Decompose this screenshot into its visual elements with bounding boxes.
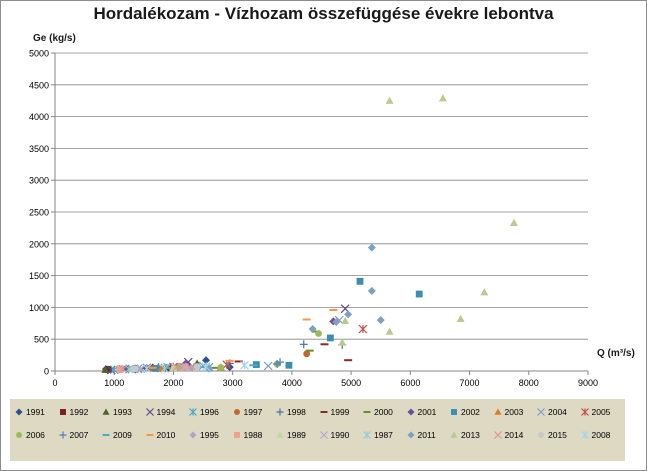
data-point bbox=[241, 361, 249, 369]
legend-marker-shape bbox=[103, 434, 110, 436]
legend-label: 1993 bbox=[113, 407, 132, 417]
legend-marker bbox=[233, 408, 241, 416]
legend-marker-shape bbox=[190, 409, 197, 416]
data-point bbox=[327, 335, 334, 342]
legend-label: 2014 bbox=[504, 430, 524, 440]
data-point bbox=[306, 350, 314, 352]
legend-label: 2015 bbox=[548, 430, 567, 440]
legend-marker bbox=[146, 431, 154, 439]
legend-marker bbox=[102, 431, 110, 439]
legend-item bbox=[276, 407, 306, 417]
legend-label: 1994 bbox=[156, 407, 176, 417]
legend-marker bbox=[146, 408, 154, 416]
legend-item bbox=[102, 430, 132, 440]
legend-item bbox=[320, 430, 350, 440]
legend-marker bbox=[189, 431, 197, 439]
legend-item bbox=[276, 430, 306, 440]
legend-item bbox=[494, 407, 524, 417]
data-point bbox=[315, 330, 322, 337]
x-tick-label: 7000 bbox=[459, 378, 480, 388]
legend-item bbox=[537, 430, 567, 440]
legend-item bbox=[233, 430, 263, 440]
y-tick-label: 2000 bbox=[28, 239, 49, 250]
legend-marker-shape bbox=[407, 409, 414, 416]
legend-marker bbox=[102, 408, 110, 416]
legend-marker bbox=[407, 431, 415, 439]
data-point bbox=[377, 316, 385, 324]
x-tick-label: 8000 bbox=[518, 378, 539, 388]
legend-marker-shape bbox=[60, 409, 66, 415]
legend-label: 2006 bbox=[26, 430, 45, 440]
legend-item bbox=[233, 407, 263, 417]
legend-marker-shape bbox=[234, 432, 240, 438]
legend-marker-shape bbox=[103, 409, 110, 415]
legend-label: 1987 bbox=[374, 430, 393, 440]
legend-label: 1999 bbox=[330, 407, 350, 417]
legend-label: 2002 bbox=[461, 407, 480, 417]
legend-item bbox=[537, 407, 567, 417]
y-tick-label: 5000 bbox=[28, 48, 49, 59]
legend-marker-shape bbox=[146, 434, 153, 436]
data-point bbox=[303, 318, 311, 320]
legend-marker bbox=[363, 431, 371, 439]
legend-item bbox=[450, 430, 480, 440]
legend-marker bbox=[15, 431, 23, 439]
legend-marker-shape bbox=[364, 432, 371, 439]
legend-item bbox=[189, 407, 219, 417]
data-point bbox=[344, 359, 352, 361]
data-point bbox=[132, 365, 139, 372]
data-point bbox=[386, 97, 394, 104]
legend-item bbox=[581, 407, 611, 417]
y-tick-label: 1000 bbox=[28, 302, 49, 313]
legend-marker-shape bbox=[16, 432, 22, 438]
legend-marker bbox=[15, 408, 23, 416]
legend-label: 1998 bbox=[287, 407, 306, 417]
legend-marker-shape bbox=[190, 432, 197, 439]
legend-marker bbox=[233, 431, 241, 439]
data-point bbox=[194, 363, 201, 370]
legend-item bbox=[146, 430, 176, 440]
data-point bbox=[320, 343, 328, 345]
legend-marker bbox=[537, 431, 545, 439]
chart-title: Hordalékozam - Vízhozam összefüggése évekre lebontva bbox=[93, 4, 554, 23]
data-point bbox=[439, 94, 447, 101]
legend-marker bbox=[581, 431, 589, 439]
legend-label: 2011 bbox=[417, 430, 436, 440]
legend-label: 2013 bbox=[461, 430, 480, 440]
y-tick-label: 4000 bbox=[28, 112, 49, 123]
x-tick-label: 0 bbox=[52, 378, 58, 388]
y-tick-label: 4500 bbox=[28, 80, 49, 91]
x-tick-label: 2000 bbox=[163, 378, 184, 388]
y-tick-label: 1500 bbox=[28, 271, 49, 282]
data-point bbox=[457, 315, 465, 322]
legend-label: 2007 bbox=[69, 430, 89, 440]
y-axis-label: Ge (kg/s) bbox=[33, 33, 76, 44]
legend-label: 2003 bbox=[504, 407, 524, 417]
legend-marker bbox=[320, 408, 328, 416]
legend-item bbox=[59, 407, 89, 417]
series-2011 bbox=[205, 244, 385, 373]
legend-item bbox=[146, 407, 176, 417]
legend-marker-shape bbox=[451, 409, 457, 415]
legend-marker bbox=[363, 408, 371, 416]
x-axis-label: Q (m³/s) bbox=[597, 348, 635, 359]
legend-marker-shape bbox=[320, 411, 327, 413]
legend-marker-shape bbox=[581, 409, 588, 416]
legend-item bbox=[581, 430, 611, 440]
legend-marker bbox=[581, 408, 589, 416]
legend-marker bbox=[494, 431, 502, 439]
legend-label: 2010 bbox=[156, 430, 176, 440]
y-tick-label: 3000 bbox=[28, 175, 49, 186]
x-tick-label: 6000 bbox=[400, 378, 421, 388]
data-point bbox=[368, 287, 376, 295]
legend-label: 1989 bbox=[287, 430, 306, 440]
legend-marker-shape bbox=[494, 432, 501, 439]
legend-item bbox=[494, 430, 524, 440]
legend-marker-shape bbox=[538, 409, 545, 416]
legend-marker-shape bbox=[407, 432, 414, 439]
data-point bbox=[510, 219, 518, 226]
legend-marker-shape bbox=[146, 409, 153, 416]
y-tick-label: 500 bbox=[33, 334, 49, 345]
data-point bbox=[300, 340, 308, 348]
legend-label: 2005 bbox=[591, 407, 611, 417]
legend-item bbox=[363, 430, 393, 440]
legend-label: 2009 bbox=[113, 430, 132, 440]
legend-item bbox=[59, 430, 89, 440]
legend-item bbox=[407, 430, 436, 440]
legend-marker bbox=[537, 408, 545, 416]
legend-item bbox=[15, 407, 45, 417]
legend-marker-shape bbox=[234, 409, 240, 415]
legend-label: 1992 bbox=[69, 407, 89, 417]
legend-marker bbox=[494, 408, 502, 416]
data-point bbox=[329, 309, 337, 311]
legend-label: 1988 bbox=[243, 430, 263, 440]
data-point bbox=[149, 367, 157, 369]
legend-marker bbox=[276, 408, 284, 416]
legend-item bbox=[189, 430, 219, 440]
legend-marker-shape bbox=[364, 411, 371, 413]
legend-label: 1991 bbox=[26, 407, 45, 417]
x-tick-label: 5000 bbox=[341, 378, 362, 388]
legend-label: 1997 bbox=[243, 407, 263, 417]
x-tick-label: 1000 bbox=[104, 378, 125, 388]
x-tick-label: 9000 bbox=[577, 378, 599, 388]
legend-marker-shape bbox=[59, 432, 66, 439]
data-point bbox=[416, 291, 423, 298]
legend-marker-shape bbox=[451, 432, 458, 438]
legend-label: 2008 bbox=[591, 430, 611, 440]
legend-marker bbox=[320, 431, 328, 439]
data-point bbox=[368, 244, 376, 252]
legend-label: 1990 bbox=[330, 430, 350, 440]
data-point bbox=[217, 364, 224, 371]
legend-item bbox=[15, 430, 45, 440]
legend-marker-shape bbox=[494, 409, 501, 415]
legend-marker-shape bbox=[320, 432, 327, 439]
legend-marker-shape bbox=[538, 432, 544, 438]
series-2001 bbox=[143, 317, 338, 372]
legend-marker bbox=[450, 431, 458, 439]
data-point bbox=[226, 360, 234, 362]
legend-marker bbox=[450, 408, 458, 416]
data-point bbox=[249, 364, 257, 366]
y-tick-label: 3500 bbox=[28, 143, 49, 154]
series-2013 bbox=[338, 94, 518, 345]
legend-item bbox=[363, 407, 393, 417]
legend-label: 2001 bbox=[417, 407, 437, 417]
legend-item bbox=[102, 407, 132, 417]
legend-marker-shape bbox=[277, 432, 284, 438]
y-tick-label: 0 bbox=[43, 366, 49, 377]
data-point bbox=[480, 288, 488, 295]
legend-marker-shape bbox=[16, 409, 23, 416]
legend-marker bbox=[407, 408, 415, 416]
data-point bbox=[386, 328, 394, 335]
legend bbox=[10, 399, 625, 461]
data-point bbox=[359, 325, 367, 333]
legend-label: 2004 bbox=[548, 407, 567, 417]
series-2002 bbox=[152, 278, 422, 372]
x-tick-label: 3000 bbox=[222, 378, 243, 388]
legend-marker bbox=[276, 431, 284, 439]
y-tick-label: 2500 bbox=[28, 207, 49, 218]
legend-item bbox=[407, 407, 437, 417]
legend-label: 2000 bbox=[374, 407, 393, 417]
legend-item bbox=[450, 407, 480, 417]
x-tick-label: 4000 bbox=[281, 378, 302, 388]
legend-marker bbox=[59, 431, 67, 439]
legend-marker bbox=[59, 408, 67, 416]
data-point bbox=[357, 278, 364, 285]
legend-marker bbox=[189, 408, 197, 416]
legend-item bbox=[320, 407, 350, 417]
data-point bbox=[264, 362, 272, 370]
data-point bbox=[286, 362, 293, 369]
legend-label: 1995 bbox=[200, 430, 219, 440]
legend-marker-shape bbox=[581, 432, 588, 439]
legend-label: 1996 bbox=[200, 407, 219, 417]
legend-marker-shape bbox=[277, 409, 284, 416]
